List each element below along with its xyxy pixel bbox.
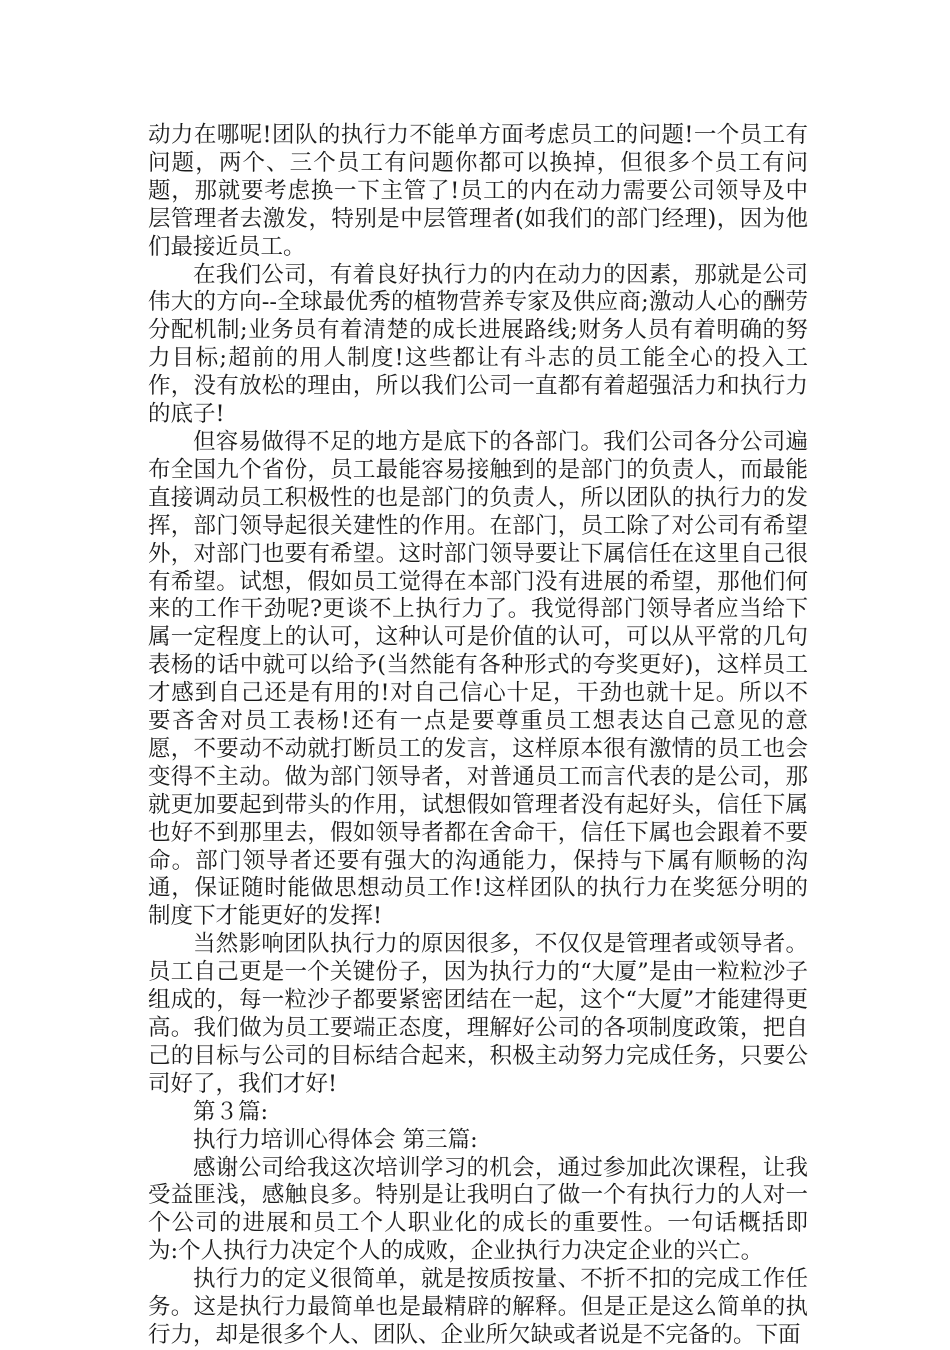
section-title: 执行力培训心得体会 第三篇: [193,1126,478,1153]
document-body [148,122,808,1350]
section-label: 第３篇: [193,1098,269,1125]
paragraph: 当然影响团队执行力的原因很多，不仅仅是管理者或领导者。员工自己更是一个关键份子，因为执行力的“大厦”是由一粒粒沙子组成的，每一粒沙子都要紧密团结在一起，这个“大厦”才能建得更高。我们做为员工要端正态度，理解好公司的各项制度政策，把自己的目标与公司的目标结合起来，积极主动努力完成任务，只要公司好了，我们才好! [148,931,808,1097]
paragraph: 在我们公司，有着良好执行力的内在动力的因素，那就是公司伟大的方向--全球最优秀的植物营养专家及供应商;激动人心的酬劳分配机制;业务员有着清楚的成长进展路线;财务人员有着明确的努力目标;超前的用人制度!这些都让有斗志的员工能全心的投入工作，没有放松的理由，所以我们公司一直都有着超强活力和执行力的底子! [148,261,808,428]
paragraph: 但容易做得不足的地方是底下的各部门。我们公司各分公司遍布全国九个省份，员工最能容易接触到的是部门的负责人，而最能直接调动员工积极性的也是部门的负责人，所以团队的执行力的发挥，部门领导起很关建性的作用。在部门，员工除了对公司有希望外，对部门也要有希望。这时部门领导要让下属信任在这里自己很有希望。试想，假如员工觉得在本部门没有进展的希望，那他们何来的工作干劲呢?更谈不上执行力了。我觉得部门领导者应当给下属一定程度上的认可，这种认可是价值的认可，可以从平常的几句表杨的话中就可以给予(当然能有各种形式的夸奖更好)，这样员工才感到自己还是有用的!对自己信心十足，干劲也就十足。所以不要吝舍对员工表杨!还有一点是要尊重员工想表达自己意见的意愿，不要动不动就打断员工的发言，这样原本很有激情的员工也会变得不主动。做为部门领导者，对普通员工而言代表的是公司，那就更加要起到带头的作用，试想假如管理者没有起好头，信任下属也好不到那里去，假如领导者都在舍命干，信任下属也会跟着不要命。部门领导者还要有强大的沟通能力，保持与下属有顺畅的沟通，保证随时能做思想动员工作!这样团队的执行力在奖惩分明的制度下才能更好的发挥! [148,428,808,930]
paragraph: 执行力的定义很简单，就是按质按量、不折不扣的完成工作任务。这是执行力最简单也是最精辟的解释。但是正是这么简单的执行力，却是很多个人、团队、企业所欠缺或者说是不完备的。下面 [148,1266,808,1348]
paragraph: 感谢公司给我这次培训学习的机会，通过参加此次课程，让我受益匪浅，感触良多。特别是让我明白了做一个有执行力的人对一个公司的进展和员工个人职业化的成长的重要性。一句话概括即为:个人执行力决定个人的成败，企业执行力决定企业的兴亡。 [148,1154,808,1265]
paragraph: 动力在哪呢!团队的执行力不能单方面考虑员工的问题!一个员工有问题，两个、三个员工有问题你都可以换掉，但很多个员工有问题，那就要考虑换一下主管了!员工的内在动力需要公司领导及中层管理者去激发，特别是中层管理者(如我们的部门经理)，因为他们最接近员工。 [148,122,808,260]
